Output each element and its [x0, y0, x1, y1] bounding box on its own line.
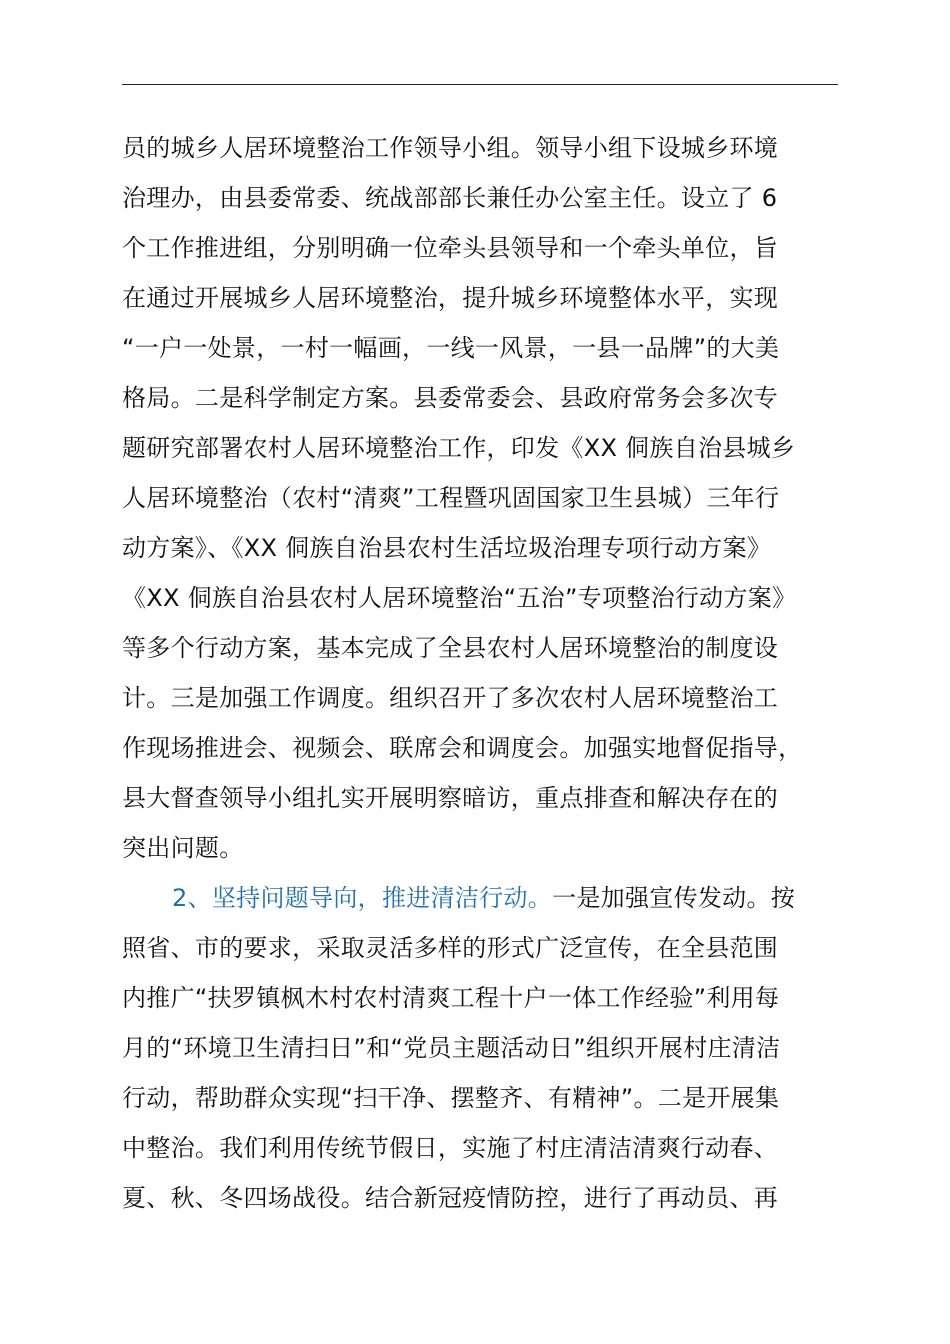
- text-line: 在通过开展城乡人居环境整治，提升城乡环境整体水平，实现: [122, 284, 779, 312]
- text-line: 格局。二是科学制定方案。县委常委会、县政府常务会多次专: [122, 384, 779, 412]
- text-line: 作现场推进会、视频会、联席会和调度会。加强实地督促指导，: [122, 734, 803, 762]
- text-line: 月的“环境卫生清扫日”和“党员主题活动日”组织开展村庄清洁: [122, 1034, 781, 1062]
- text-line: 动方案》、《XX 侗族自治县农村生活垃圾治理专项行动方案》: [122, 534, 772, 562]
- text-line: 个工作推进组，分别明确一位牵头县领导和一个牵头单位，旨: [122, 234, 779, 262]
- text-line: 县大督查领导小组扎实开展明察暗访，重点排查和解决存在的: [122, 784, 779, 812]
- text-line: 夏、秋、冬四场战役。结合新冠疫情防控，进行了再动员、再: [122, 1184, 779, 1212]
- text-line: 等多个行动方案，基本完成了全县农村人居环境整治的制度设: [122, 634, 779, 662]
- text-line: 治理办，由县委常委、统战部部长兼任办公室主任。设立了 6: [122, 184, 778, 212]
- text-line: 内推广“扶罗镇枫木村农村清爽工程十户一体工作经验”利用每: [122, 984, 780, 1012]
- text-line: 题研究部署农村人居环境整治工作，印发《XX 侗族自治县城乡: [122, 434, 796, 462]
- text-line: 中整治。我们利用传统节假日，实施了村庄清洁清爽行动春、: [122, 1134, 779, 1162]
- paragraph-1: [122, 123, 842, 873]
- text-line: 人居环境整治（农村“清爽”工程暨巩固国家卫生县城）三年行: [122, 484, 780, 512]
- paragraph-2: [122, 873, 842, 1223]
- header-rule: [122, 84, 838, 85]
- text-line: 突出问题。: [122, 834, 244, 862]
- paragraph-2-first-line: [122, 873, 842, 923]
- text-run: 一是加强宣传发动。按: [552, 884, 796, 912]
- text-line: 《XX 侗族自治县农村人居环境整治“五治”专项整治行动方案》: [122, 584, 797, 612]
- text-line: 员的城乡人居环境整治工作领导小组。领导小组下设城乡环境: [122, 134, 779, 162]
- section-heading: 2、坚持问题导向，推进清洁行动。: [172, 884, 553, 912]
- text-line: 照省、市的要求，采取灵活多样的形式广泛宣传，在全县范围: [122, 934, 779, 962]
- text-line: 计。三是加强工作调度。组织召开了多次农村人居环境整治工: [122, 684, 779, 712]
- text-line: “一户一处景，一村一幅画，一线一风景，一县一品牌”的大美: [122, 334, 780, 362]
- text-line: 行动，帮助群众实现“扫干净、摆整齐、有精神”。二是开展集: [122, 1084, 780, 1112]
